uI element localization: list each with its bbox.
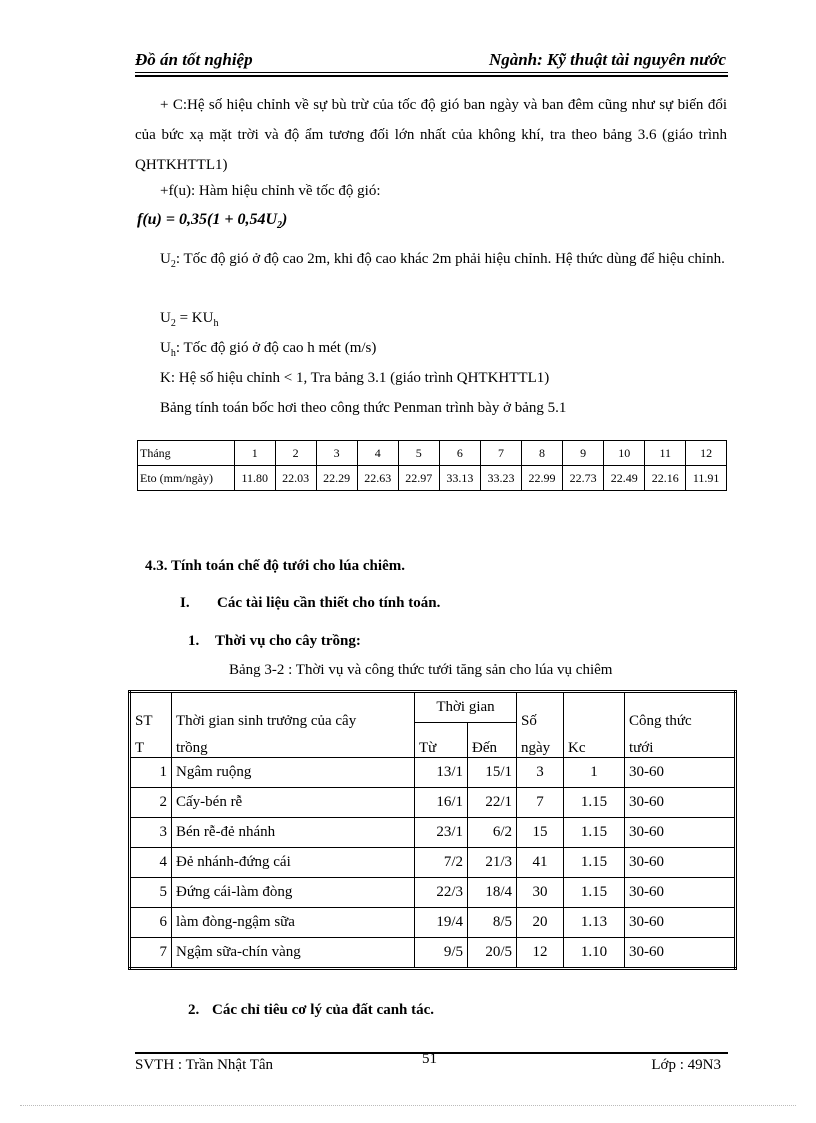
header-kc: Kc [564, 692, 625, 758]
cell-formula: 30-60 [625, 938, 736, 969]
paragraph-u2-definition [135, 244, 727, 280]
cell-stage: Ngâm ruộng [172, 758, 415, 788]
crop-schedule-table [128, 690, 737, 970]
cell-days: 7 [517, 788, 564, 818]
cell-to: 18/4 [468, 878, 517, 908]
cell-stt: 1 [130, 758, 172, 788]
cell-from: 7/2 [415, 848, 468, 878]
formula-sub: 2 [277, 220, 282, 232]
eto-month-cell: 9 [563, 441, 604, 466]
eto-value-cell: 33.13 [439, 466, 480, 491]
cell-stage: Bén rễ-đẻ nhánh [172, 818, 415, 848]
uh-sub: h [170, 348, 176, 359]
header-rule-thick [135, 75, 728, 77]
u2-text: : Tốc độ gió ở độ cao 2m, khi độ cao khác 2m phải hiệu chỉnh. Hệ thức dùng để hiệu chỉnh. [175, 251, 725, 267]
cell-stt: 5 [130, 878, 172, 908]
cell-to: 8/5 [468, 908, 517, 938]
header-stt-line2: T [135, 740, 145, 756]
header-stage [172, 692, 415, 758]
cell-stage: Ngậm sữa-chín vàng [172, 938, 415, 969]
cell-stage: Đứng cái-làm đòng [172, 878, 415, 908]
eto-month-cell: 4 [357, 441, 398, 466]
cell-stage: làm đòng-ngậm sữa [172, 908, 415, 938]
cell-kc: 1.10 [564, 938, 625, 969]
header-stt [130, 692, 172, 758]
cell-kc: 1.13 [564, 908, 625, 938]
eto-row-months [138, 441, 727, 466]
header-days-line2: ngày [521, 740, 551, 756]
formula-part-a: f(u) = 0,35(1 + 0,54U [137, 211, 277, 228]
cell-formula: 30-60 [625, 788, 736, 818]
eto-table [137, 440, 727, 491]
cell-formula: 30-60 [625, 758, 736, 788]
cell-kc: 1.15 [564, 818, 625, 848]
uh-var: U [160, 340, 171, 356]
table-row [130, 818, 736, 848]
eto-value-cell: 22.73 [563, 466, 604, 491]
table-row [130, 908, 736, 938]
table-caption: Bảng 3-2 : Thời vụ và công thức tưới tăng sản cho lúa vụ chiêm [229, 662, 613, 678]
cell-formula: 30-60 [625, 818, 736, 848]
cell-days: 3 [517, 758, 564, 788]
header-stage-line1: Thời gian sinh trưởng của cây [176, 713, 357, 729]
u2-var: U [160, 251, 171, 267]
cell-days: 41 [517, 848, 564, 878]
eto-value-cell: 33.23 [480, 466, 521, 491]
cell-kc: 1 [564, 758, 625, 788]
cell-from: 19/4 [415, 908, 468, 938]
cell-days: 15 [517, 818, 564, 848]
cell-stage: Cấy-bén rễ [172, 788, 415, 818]
header-days [517, 692, 564, 758]
cell-formula: 30-60 [625, 848, 736, 878]
eto-label-value: Eto (mm/ngày) [138, 466, 235, 491]
cell-stt: 6 [130, 908, 172, 938]
eto-row-values [138, 466, 727, 491]
cell-days: 30 [517, 878, 564, 908]
eto-month-cell: 10 [604, 441, 645, 466]
header-to: Đến [468, 723, 517, 758]
eto-month-cell: 6 [439, 441, 480, 466]
header-formula-line1: Công thức [629, 713, 692, 729]
eq-part-b: = KU [175, 310, 214, 326]
cell-stt: 3 [130, 818, 172, 848]
formula-part-b: ) [282, 211, 288, 228]
cell-stt: 2 [130, 788, 172, 818]
item-1-number: 1. [188, 633, 200, 649]
eto-value-cell: 11.91 [686, 466, 727, 491]
eto-month-cell: 3 [316, 441, 357, 466]
equation-u2 [160, 310, 218, 329]
cell-from: 23/1 [415, 818, 468, 848]
cell-stt: 7 [130, 938, 172, 969]
cell-formula: 30-60 [625, 908, 736, 938]
cell-to: 20/5 [468, 938, 517, 969]
eto-value-cell: 22.63 [357, 466, 398, 491]
header-time: Thời gian [415, 692, 517, 723]
cell-days: 20 [517, 908, 564, 938]
u2-sub: 2 [170, 259, 176, 270]
eq-sub1: 2 [170, 318, 176, 329]
cell-to: 15/1 [468, 758, 517, 788]
eq-sub2: h [213, 318, 219, 329]
footer-student: SVTH : Trần Nhật Tân [135, 1057, 274, 1073]
table-row [130, 788, 736, 818]
item-2-number: 2. [188, 1002, 200, 1018]
table-row [130, 848, 736, 878]
formula-f-u [137, 211, 287, 231]
crop-header-row-1 [130, 692, 736, 723]
eto-month-cell: 7 [480, 441, 521, 466]
paragraph-uh-definition [160, 340, 376, 359]
eto-month-cell: 12 [686, 441, 727, 466]
header-title-right: Ngành: Kỹ thuật tài nguyên nước [488, 50, 726, 69]
item-2-title: Các chỉ tiêu cơ lý của đất canh tác. [212, 1002, 435, 1018]
cell-to: 21/3 [468, 848, 517, 878]
header-formula [625, 692, 736, 758]
cell-kc: 1.15 [564, 848, 625, 878]
table-row [130, 878, 736, 908]
eto-month-cell: 2 [275, 441, 316, 466]
eto-value-cell: 22.99 [522, 466, 563, 491]
eto-month-cell: 8 [522, 441, 563, 466]
eto-value-cell: 22.16 [645, 466, 686, 491]
cell-from: 13/1 [415, 758, 468, 788]
eq-part-a: U [160, 310, 171, 326]
paragraph-table-intro: Bảng tính toán bốc hơi theo công thức Penman trình bày ở bảng 5.1 [160, 400, 567, 416]
page-number: 51 [422, 1051, 437, 1067]
footer-class: Lớp : 49N3 [651, 1057, 721, 1073]
cell-stage: Đẻ nhánh-đứng cái [172, 848, 415, 878]
eto-value-cell: 22.97 [398, 466, 439, 491]
cell-days: 12 [517, 938, 564, 969]
eto-month-cell: 5 [398, 441, 439, 466]
cell-formula: 30-60 [625, 878, 736, 908]
table-row [130, 938, 736, 969]
header-stage-line2: trồng [176, 740, 208, 756]
page-bottom-dotted-line [20, 1105, 796, 1106]
cell-from: 16/1 [415, 788, 468, 818]
cell-kc: 1.15 [564, 878, 625, 908]
eto-month-cell: 11 [645, 441, 686, 466]
eto-value-cell: 22.03 [275, 466, 316, 491]
paragraph-f-function: +f(u): Hàm hiệu chỉnh về tốc độ gió: [160, 183, 381, 199]
subsection-title: Các tài liệu cần thiết cho tính toán. [217, 595, 441, 611]
item-1-title: Thời vụ cho cây trồng: [215, 633, 361, 649]
eto-value-cell: 11.80 [235, 466, 276, 491]
header-title-left: Đồ án tốt nghiệp [135, 50, 253, 69]
cell-from: 9/5 [415, 938, 468, 969]
paragraph-k-definition: K: Hệ số hiệu chỉnh < 1, Tra bảng 3.1 (giáo trình QHTKHTTL1) [160, 370, 550, 386]
header-days-line1: Số [521, 713, 537, 729]
eto-month-cell: 1 [235, 441, 276, 466]
uh-text: : Tốc độ gió ở độ cao h mét (m/s) [175, 340, 377, 356]
cell-from: 22/3 [415, 878, 468, 908]
header-stt-line1: ST [135, 713, 153, 729]
table-row [130, 758, 736, 788]
header-rule [135, 72, 728, 73]
header-from: Từ [415, 723, 468, 758]
section-heading: 4.3. Tính toán chế độ tưới cho lúa chiêm. [145, 558, 405, 574]
eto-value-cell: 22.49 [604, 466, 645, 491]
paragraph-c-coefficient: + C:Hệ số hiệu chỉnh về sự bù trừ của tốc độ gió ban ngày và ban đêm cũng như sự biến đổi của bức xạ mặt trời và độ ẩm tương đối lớn nhất của không khí, tra theo bảng 3.6 (giáo trình QHTKHTTL1) [135, 97, 727, 173]
subsection-number: I. [180, 595, 190, 611]
cell-kc: 1.15 [564, 788, 625, 818]
eto-value-cell: 22.29 [316, 466, 357, 491]
cell-stt: 4 [130, 848, 172, 878]
header-formula-line2: tưới [629, 740, 654, 756]
cell-to: 22/1 [468, 788, 517, 818]
eto-label-month: Tháng [138, 441, 235, 466]
cell-to: 6/2 [468, 818, 517, 848]
